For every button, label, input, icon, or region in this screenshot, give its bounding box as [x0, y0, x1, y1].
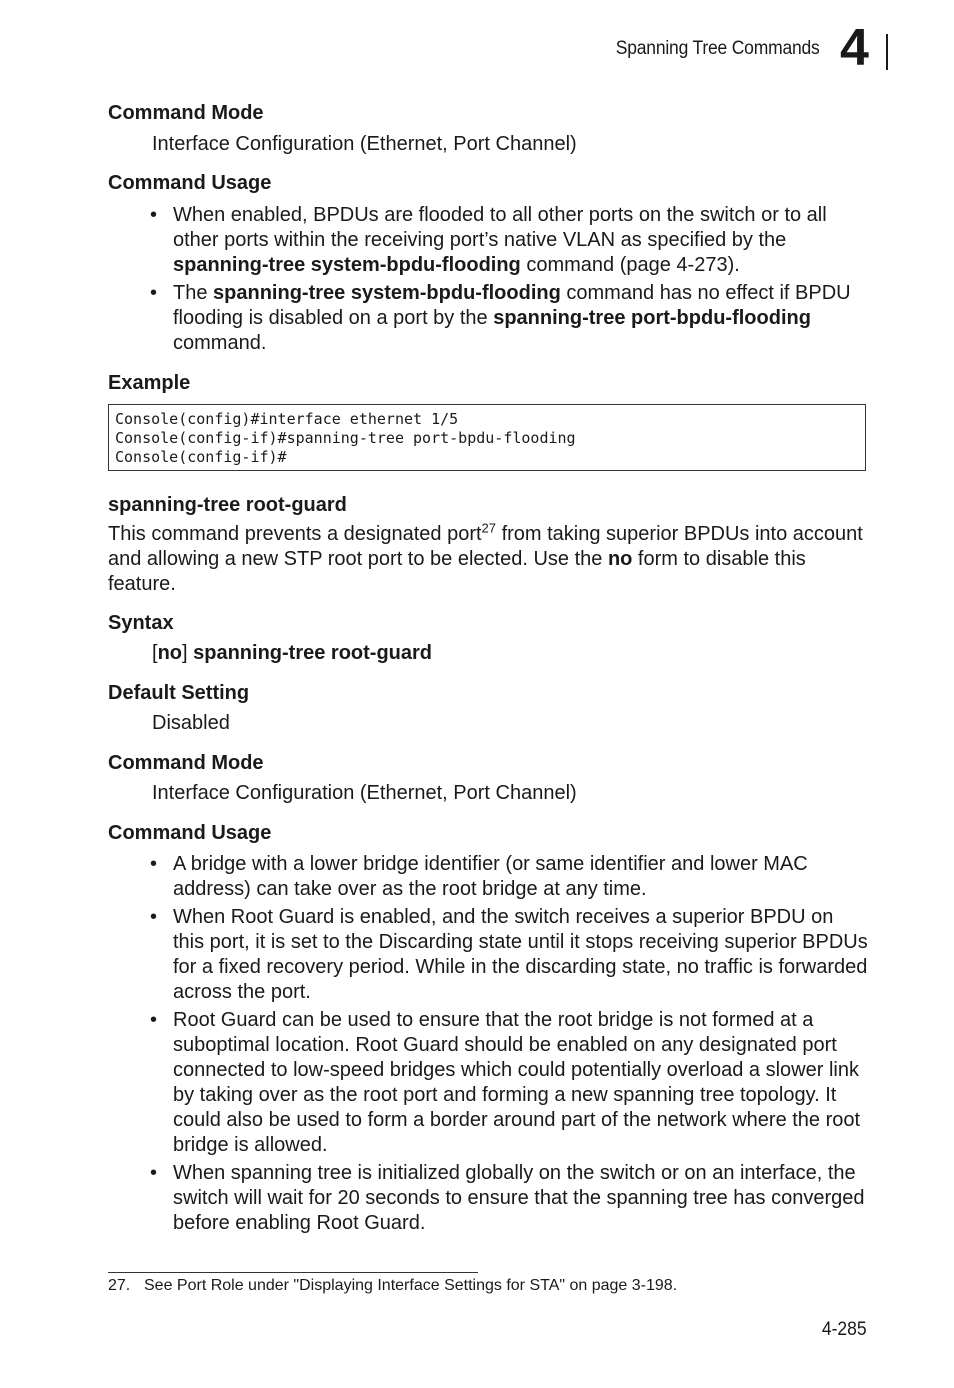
code-example	[108, 404, 866, 471]
command-usage-list	[150, 203, 870, 356]
chapter-divider	[886, 34, 888, 70]
command-usage-heading: Command Usage	[108, 172, 272, 194]
page-number: 4-285	[822, 1319, 867, 1340]
code-line: Console(config-if)#spanning-tree port-bpdu-flooding	[115, 429, 576, 447]
list-item: • When spanning tree is initialized globally on the switch or on an interface, the switch will wait for 20 seconds to ensure that the spanning tree has converged before enabling Root Guard.	[150, 1161, 870, 1236]
footnote-text: See Port Role under "Displaying Interface Settings for STA" on page 3-198.	[144, 1277, 678, 1294]
command-usage-list	[150, 852, 870, 1236]
code-line: Console(config-if)#	[115, 448, 287, 466]
syntax-heading: Syntax	[108, 612, 174, 634]
syntax-text: [no] spanning-tree root-guard	[152, 642, 433, 664]
command-mode-text: Interface Configuration (Ethernet, Port Channel)	[152, 133, 577, 155]
command-mode-heading: Command Mode	[108, 102, 264, 124]
list-item: • When Root Guard is enabled, and the switch receives a superior BPDU on this port, it is set to the Discarding state until it stops receiving superior BPDUs for a fixed recovery period. While in the discarding state, no traffic is forwarded across the port.	[150, 905, 870, 1005]
footnote-separator	[108, 1272, 478, 1273]
command-description: This command prevents a designated port$^{27}$ from taking superior BPDUs into account and allowing a new STP root port to be elected. Use the no form to disable this feature.	[108, 520, 863, 595]
list-item: • The spanning-tree system-bpdu-flooding command has no effect if BPDU flooding is disabled on a port by the spanning-tree port-bpdu-flooding command.	[150, 281, 870, 356]
footnote-number: 27.	[108, 1277, 131, 1294]
command-mode-heading: Command Mode	[108, 752, 264, 774]
command-usage-heading: Command Usage	[108, 822, 272, 844]
footnote-reference: 27	[481, 520, 497, 536]
code-line: Console(config)#interface ethernet 1/5	[115, 410, 459, 428]
list-item: • Root Guard can be used to ensure that the root bridge is not formed at a suboptimal location. Root Guard should be enabled on any designated port connected to low-speed bridges which could potentially overload a slower link by taking over as the root port and forming a new spanning tree topology. It could also be used to form a border around part of the network where the root bridge is allowed.	[150, 1008, 870, 1158]
list-item: • When enabled, BPDUs are flooded to all other ports on the switch or to all other ports within the receiving port’s native VLAN as specified by the spanning-tree system-bpdu-flooding command (page 4-273).	[150, 203, 870, 278]
default-setting-text: Disabled	[152, 712, 230, 734]
command-mode-text: Interface Configuration (Ethernet, Port Channel)	[152, 782, 577, 804]
section-title: spanning-tree root-guard	[108, 494, 347, 516]
list-item: • A bridge with a lower bridge identifier (or same identifier and lower MAC address) can take over as the root bridge at any time.	[150, 852, 870, 902]
default-setting-heading: Default Setting	[108, 682, 250, 704]
running-header: Spanning Tree Commands	[616, 38, 820, 59]
footnote	[108, 1277, 677, 1295]
chapter-number: 4	[840, 19, 867, 77]
example-heading: Example	[108, 372, 191, 394]
